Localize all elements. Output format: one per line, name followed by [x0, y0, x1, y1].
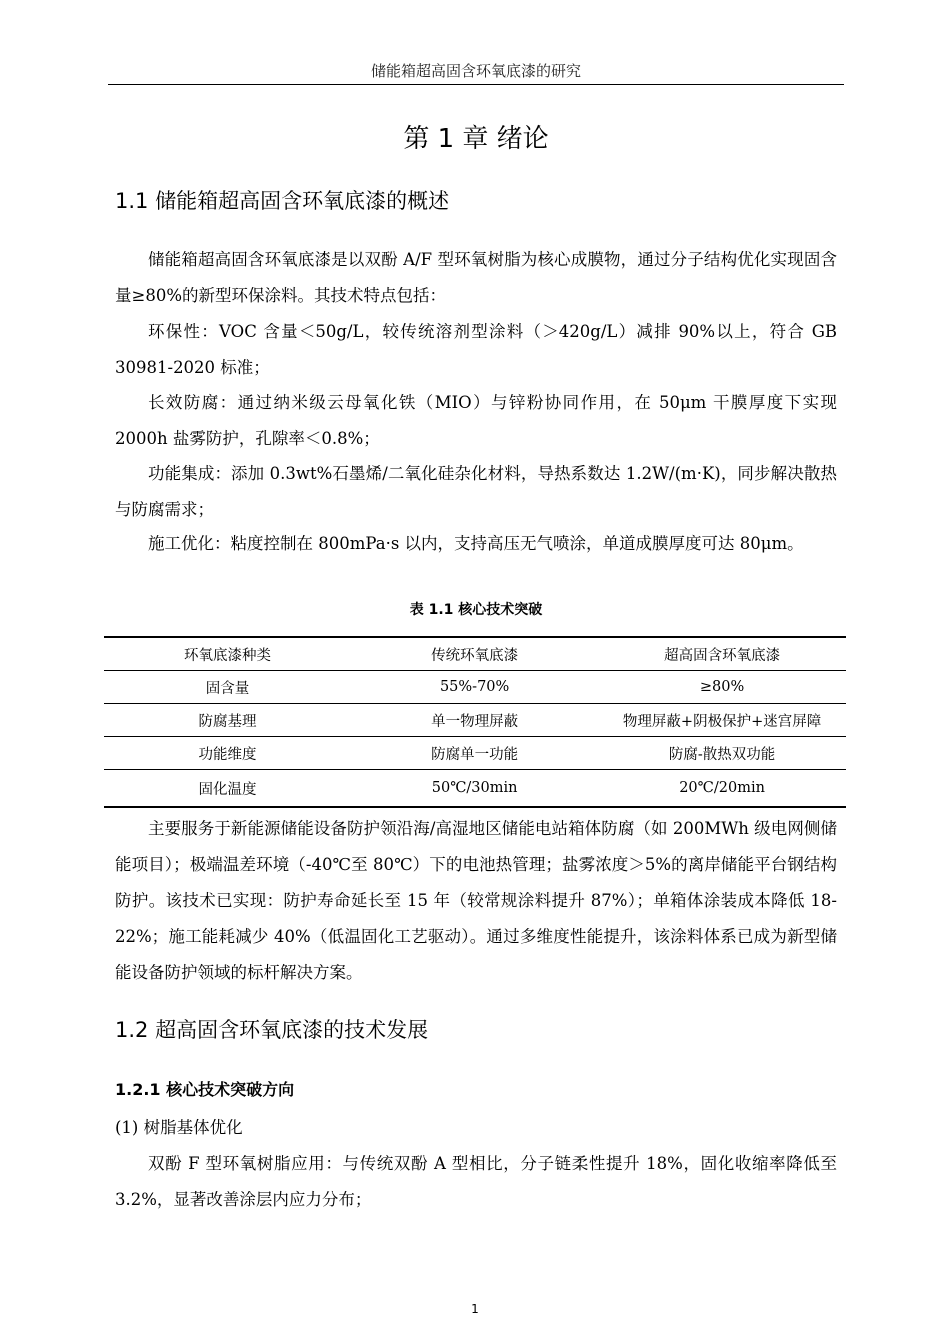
table-cell: 防腐基理: [104, 704, 351, 737]
table-header-cell: 环氧底漆种类: [104, 637, 351, 671]
feature-environmental: 环保性：VOC 含量＜50g/L，较传统溶剂型涂料（＞420g/L）减排 90%以上，符合 GB 30981-2020 标准；: [115, 322, 837, 377]
core-technology-table: [104, 636, 846, 808]
table-cell: 20℃/20min: [598, 770, 846, 808]
table-cell: 防腐单一功能: [351, 737, 598, 770]
table-cell: 物理屏蔽+阴极保护+迷宫屏障: [598, 704, 846, 737]
list-item-label: (1) 树脂基体优化: [115, 1118, 243, 1137]
resin-paragraph: 双酚 F 型环氧树脂应用：与传统双酚 A 型相比，分子链柔性提升 18%，固化收缩率降低至 3.2%，显著改善涂层内应力分布；: [115, 1154, 837, 1209]
feature-construction: 施工优化：粘度控制在 800mPa·s 以内，支持高压无气喷涂，单道成膜厚度可达 80μm。: [148, 534, 804, 553]
table-cell: 防腐-散热双功能: [598, 737, 846, 770]
feature-anticorrosion: 长效防腐：通过纳米级云母氧化铁（MIO）与锌粉协同作用，在 50μm 干膜厚度下实现 2000h 盐雾防护，孔隙率＜0.8%；: [115, 393, 837, 448]
table-header-cell: 超高固含环氧底漆: [598, 637, 846, 671]
section-heading-1-2: 1.2 超高固含环氧底漆的技术发展: [115, 1018, 429, 1042]
header-divider: [108, 84, 844, 85]
table-header-cell: 传统环氧底漆: [351, 637, 598, 671]
subsection-heading-1-2-1: 1.2.1 核心技术突破方向: [115, 1080, 295, 1099]
table-header-row: [104, 637, 846, 671]
section-heading-1-1: 1.1 储能箱超高固含环氧底漆的概述: [115, 189, 450, 213]
table-row: [104, 770, 846, 808]
table-cell: 55%-70%: [351, 671, 598, 704]
table-row: [104, 671, 846, 704]
table-cell: ≥80%: [598, 671, 846, 704]
table-cell: 功能维度: [104, 737, 351, 770]
page-number: 1: [471, 1302, 479, 1316]
table-cell: 单一物理屏蔽: [351, 704, 598, 737]
chapter-title: 第 1 章 绪论: [403, 124, 549, 154]
table-caption: 表 1.1 核心技术突破: [409, 602, 543, 618]
feature-integration: 功能集成：添加 0.3wt%石墨烯/二氧化硅杂化材料，导热系数达 1.2W/(m·K)，同步解决散热与防腐需求；: [115, 464, 837, 519]
table-cell: 50℃/30min: [351, 770, 598, 808]
table-cell: 固化温度: [104, 770, 351, 808]
application-paragraph: 主要服务于新能源储能设备防护领沿海/高湿地区储能电站箱体防腐（如 200MWh 级电网侧储能项目）；极端温差环境（-40℃至 80℃）下的电池热管理；盐雾浓度＞5%的离岸储能平台钢结构防护。该技术已实现：防护寿命延长至 15 年（较常规涂料提升 87%）；单箱体涂装成本降低 18-22%；施工能耗减少 40%（低温固化工艺驱动）。通过多维度性能提升，该涂料体系已成为新型储能设备防护领域的标杆解决方案。: [115, 819, 837, 982]
table-row: [104, 737, 846, 770]
table-cell: 固含量: [104, 671, 351, 704]
page-header: 储能箱超高固含环氧底漆的研究: [370, 62, 581, 80]
intro-paragraph: 储能箱超高固含环氧底漆是以双酚 A/F 型环氧树脂为核心成膜物，通过分子结构优化实现固含量≥80%的新型环保涂料。其技术特点包括：: [115, 250, 837, 305]
table-row: [104, 704, 846, 737]
